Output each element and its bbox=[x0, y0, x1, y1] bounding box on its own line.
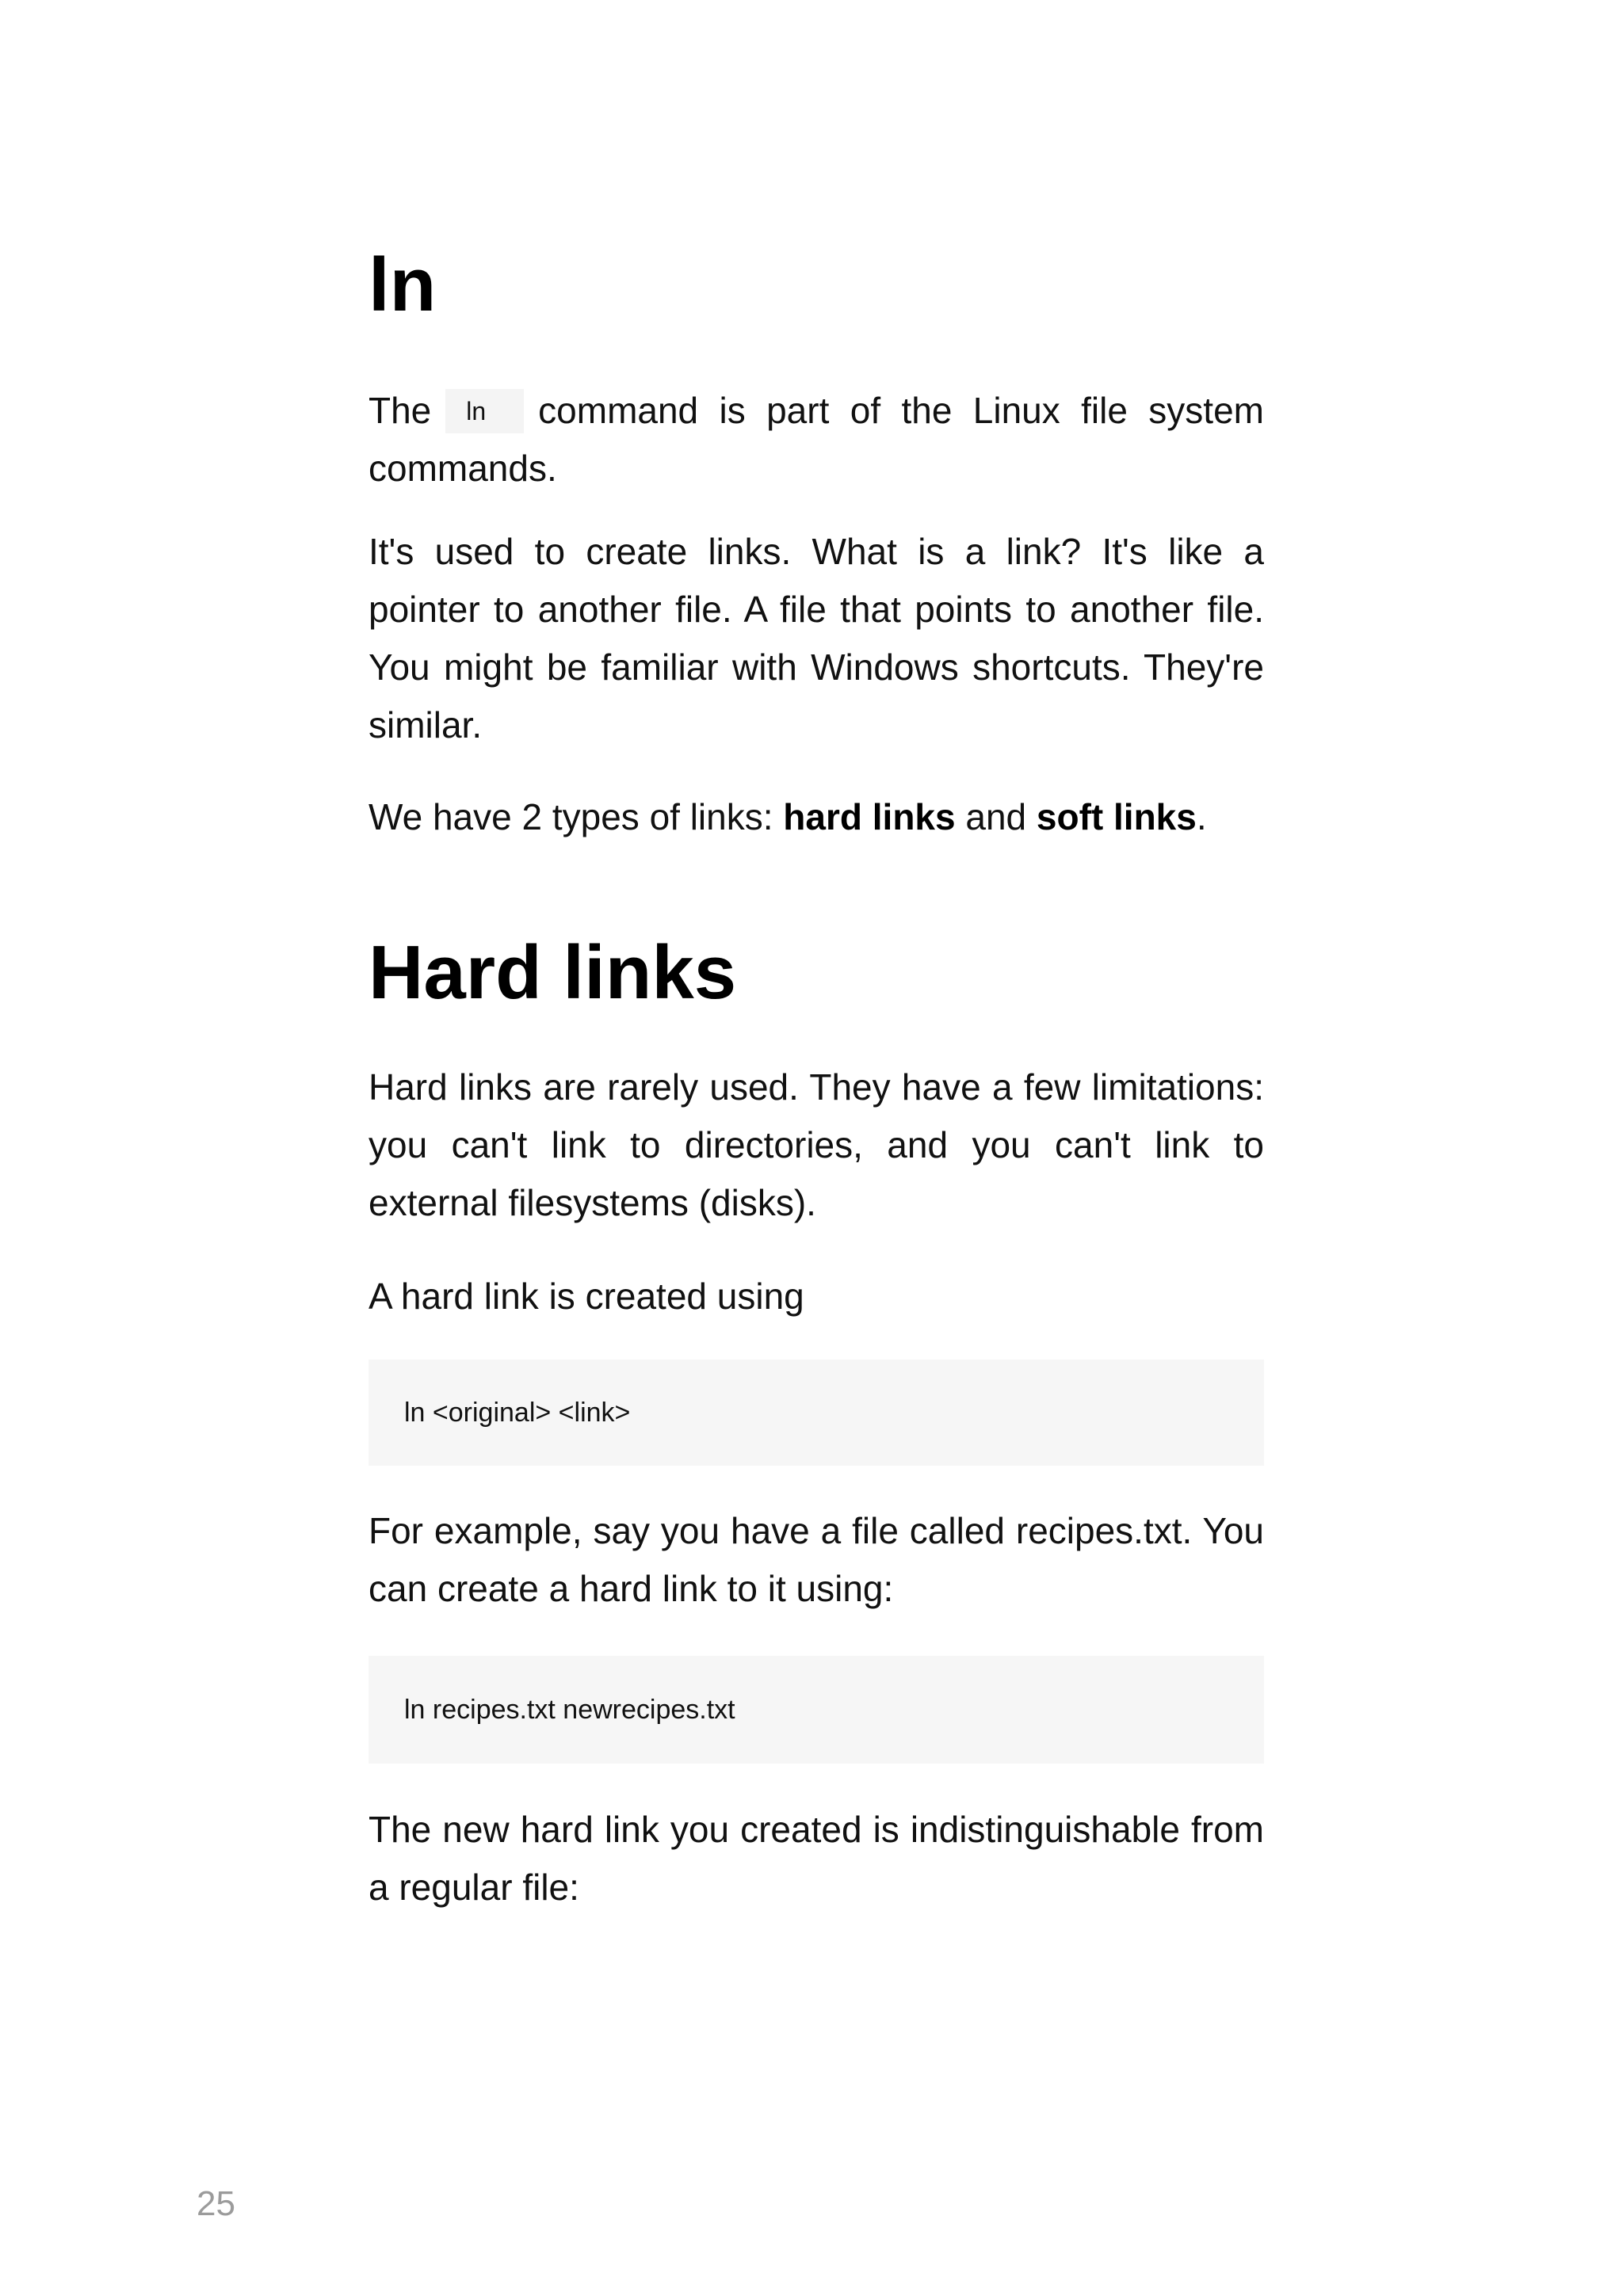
link-types-paragraph bbox=[369, 788, 1264, 846]
link-types-text: We have 2 types of links: bbox=[369, 796, 784, 837]
hard-links-limitations-text: Hard links are rarely used. They have a few limitations: you can't link to directories, and you can't link to external filesystems (disks). bbox=[369, 1066, 1264, 1223]
example-paragraph bbox=[369, 1502, 1264, 1618]
section-title: ln bbox=[369, 242, 437, 327]
links-explanation-paragraph bbox=[369, 523, 1264, 754]
code-block-syntax bbox=[369, 1360, 1264, 1466]
link-types-period: . bbox=[1196, 796, 1207, 837]
soft-links-term: soft links bbox=[1036, 796, 1197, 837]
intro-paragraph bbox=[369, 382, 1264, 498]
hard-links-limitations-paragraph bbox=[369, 1058, 1264, 1232]
code-syntax-text: ln <original> <link> bbox=[404, 1397, 631, 1428]
inline-code: ln bbox=[445, 389, 524, 433]
link-types-and: and bbox=[955, 796, 1037, 837]
code-block-example bbox=[369, 1656, 1264, 1764]
example-text: For example, say you have a file called recipes.txt. You can create a hard link to it using: bbox=[369, 1510, 1264, 1609]
page-number: 25 bbox=[197, 2184, 235, 2223]
indistinguishable-paragraph bbox=[369, 1801, 1264, 1917]
intro-text-before: The bbox=[369, 390, 432, 431]
code-example-text: ln recipes.txt newrecipes.txt bbox=[404, 1694, 735, 1725]
hard-links-term: hard links bbox=[783, 796, 956, 837]
hard-link-usage-text: A hard link is created using bbox=[369, 1276, 804, 1317]
intro-text-after: command is part of the Linux file system commands. bbox=[369, 390, 1264, 489]
hard-link-usage-paragraph bbox=[369, 1268, 1264, 1325]
hard-links-title: Hard links bbox=[369, 930, 737, 1015]
links-explanation-text: It's used to create links. What is a link? It's like a pointer to another file. A file that points to another file. You might be familiar with Windows shortcuts. They're similar. bbox=[369, 531, 1264, 746]
indistinguishable-text: The new hard link you created is indistinguishable from a regular file: bbox=[369, 1809, 1264, 1908]
